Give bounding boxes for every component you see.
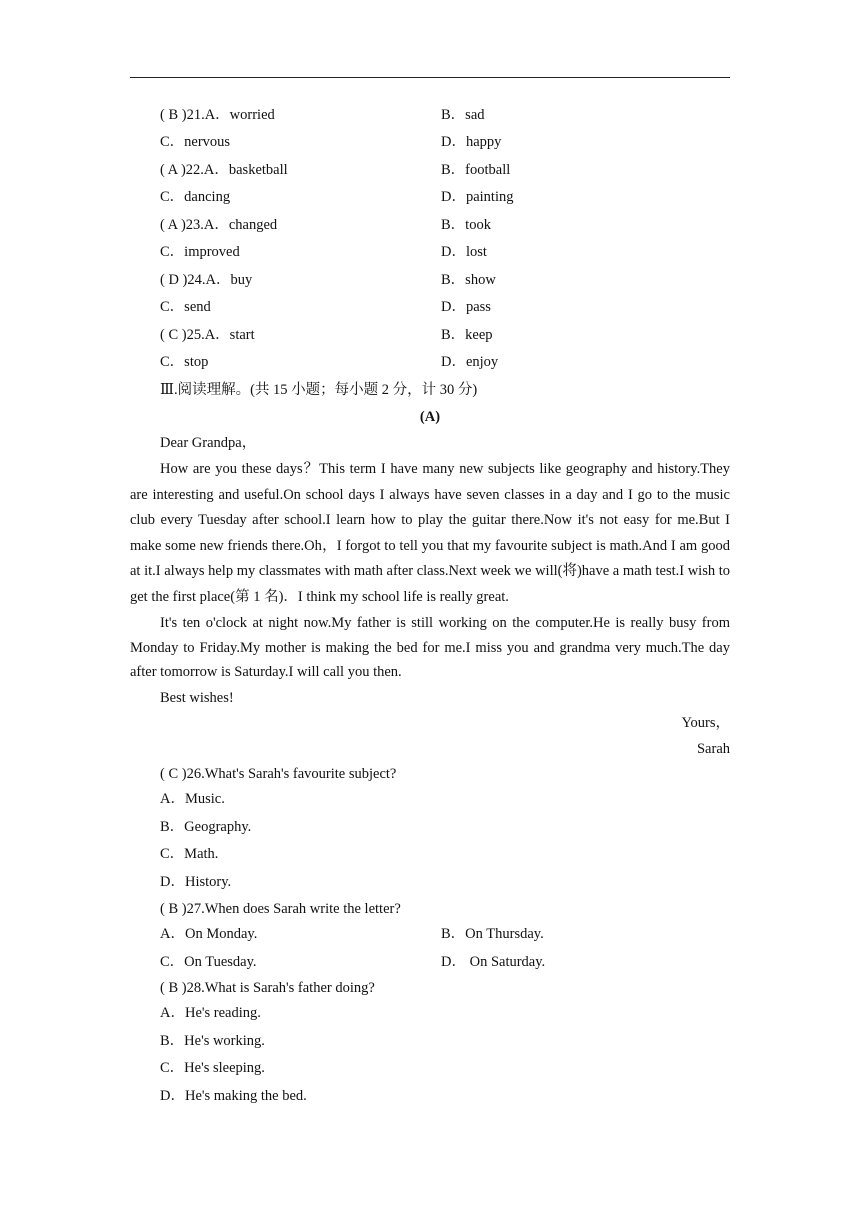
q27-option-a: A．On Monday. (160, 926, 258, 942)
letter-paragraph-1: How are you these days？This term I have many new subjects like geography and history.They are interesting and useful.On school days I always have seven classes in a day and I go to the music club every Tuesday after school.I learn how to play the guitar there.Now it's not easy for me.But I make some new friends there.Oh，I forgot to tell you that my favourite subject is math.And I am good at it.I always help my classmates with math after class.Next week we will(将)have a math test.I wish to get the first place(第 1 名)．I think my school life is really great. (130, 461, 730, 605)
q23-option-c: C．improved (160, 244, 240, 260)
q28-option-b: B．He's working. (160, 1033, 265, 1049)
letter-paragraph-2: It's ten o'clock at night now.My father is still working on the computer.He is really busy from Monday to Friday.My mother is making the bed for me.I miss you and grandma very much.The day after tomorrow is Saturday.I will call you then. (130, 615, 730, 680)
q22-option-b: B．football (441, 162, 511, 178)
q24-option-c: C．send (160, 299, 211, 315)
q24-stem: ( D )24.A．buy (160, 272, 253, 288)
header-rule (130, 77, 730, 78)
q26-option-d: D．History. (160, 874, 232, 890)
q28-option-d: D．He's making the bed. (160, 1088, 307, 1104)
passage-label: (A) (419, 409, 441, 425)
q26-stem: ( C )26.What's Sarah's favourite subject? (160, 766, 397, 782)
q25-option-d: D．enjoy (441, 354, 499, 370)
q21-option-c: C．nervous (160, 134, 231, 150)
letter-greeting: Dear Grandpa， (160, 435, 257, 451)
q25-option-c: C．stop (160, 354, 209, 370)
letter-closing: Best wishes! (160, 690, 234, 706)
q22-option-d: D．painting (441, 189, 514, 205)
q23-option-b: B．took (441, 217, 491, 233)
q28-option-a: A．He's reading. (160, 1005, 261, 1021)
q27-option-d: D． On Saturday. (441, 954, 546, 970)
q27-option-b: B．On Thursday. (441, 926, 544, 942)
q21-stem: ( B )21.A．worried (160, 107, 275, 123)
q26-option-b: B．Geography. (160, 819, 252, 835)
q25-stem: ( C )25.A．start (160, 327, 255, 343)
q24-option-d: D．pass (441, 299, 491, 315)
q26-option-c: C．Math. (160, 846, 219, 862)
q27-option-c: C．On Tuesday. (160, 954, 257, 970)
q28-stem: ( B )28.What is Sarah's father doing? (160, 980, 375, 996)
q25-option-b: B．keep (441, 327, 493, 343)
letter-signature: Sarah (696, 741, 730, 757)
q26-option-a: A．Music. (160, 791, 225, 807)
section-title: Ⅲ.阅读理解。(共 15 小题；每小题 2 分，计 30 分) (160, 382, 478, 398)
q27-stem: ( B )27.When does Sarah write the letter? (160, 901, 401, 917)
q23-stem: ( A )23.A．changed (160, 217, 278, 233)
q28-option-c: C．He's sleeping. (160, 1060, 265, 1076)
q21-option-b: B．sad (441, 107, 485, 123)
q21-option-d: D．happy (441, 134, 502, 150)
q22-option-c: C．dancing (160, 189, 231, 205)
q23-option-d: D．lost (441, 244, 487, 260)
q22-stem: ( A )22.A．basketball (160, 162, 288, 178)
letter-yours: Yours， (681, 715, 730, 731)
q24-option-b: B．show (441, 272, 496, 288)
